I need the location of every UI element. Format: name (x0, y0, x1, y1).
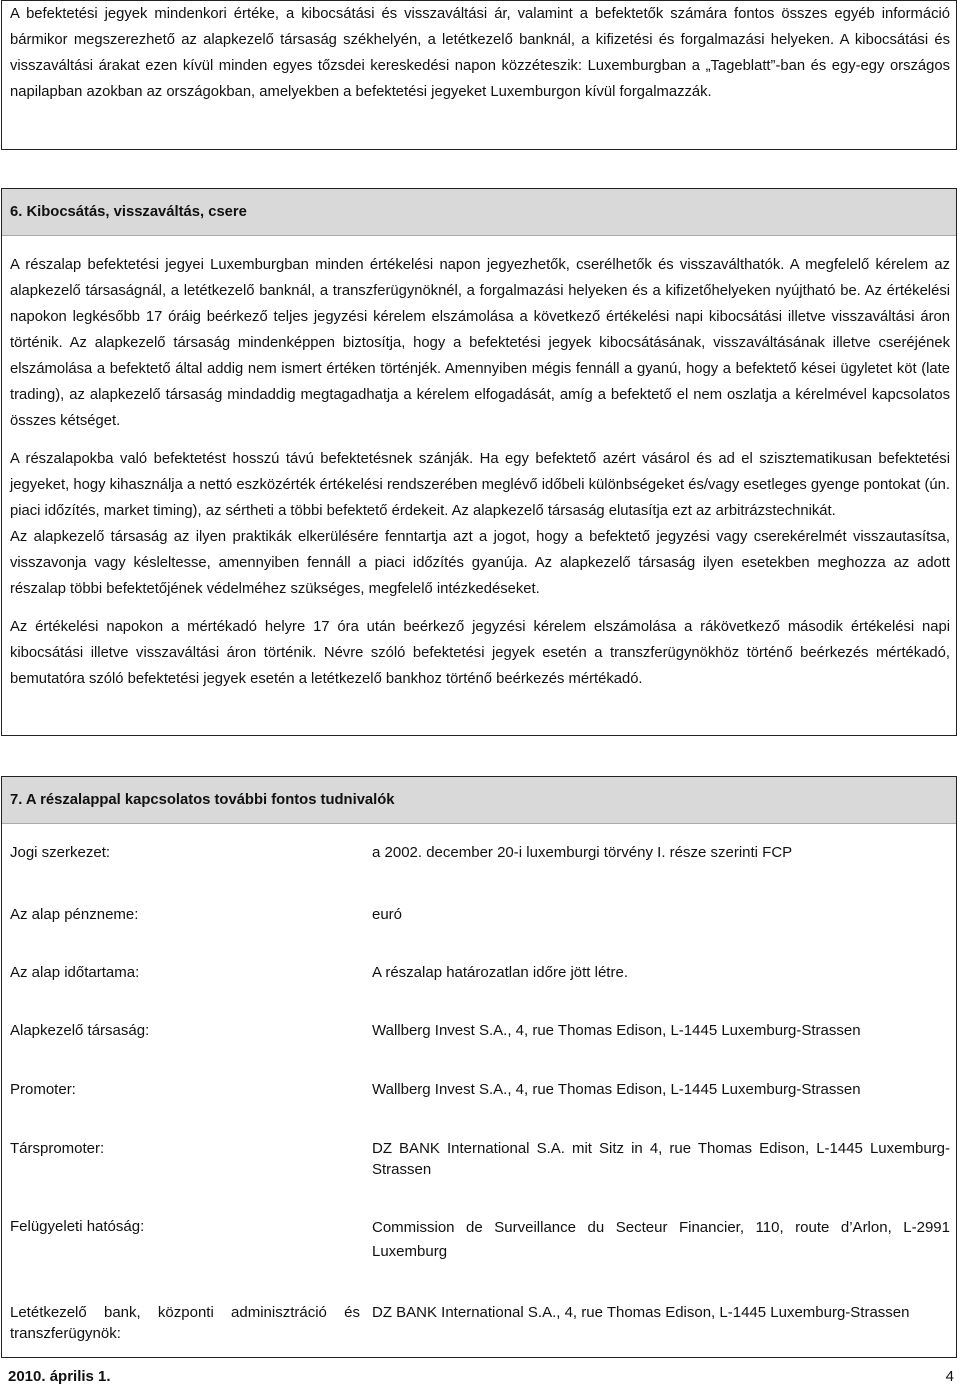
row-label: Promoter: (10, 1081, 76, 1098)
table-row (2, 1200, 956, 1286)
row-label: Az alap időtartama: (10, 964, 140, 981)
page-number: 4 (945, 1368, 954, 1385)
table-row (2, 1122, 956, 1200)
table-row (2, 888, 956, 946)
row-label: Alapkezelő társaság: (10, 1022, 150, 1039)
section5-tail-box (1, 0, 957, 150)
row-label: Az alap pénzneme: (10, 906, 139, 923)
fund-info-table (2, 824, 956, 1346)
section7-heading: 7. A részalappal kapcsolatos további fontos tudnivalók (2, 777, 956, 824)
section6-paragraph-3: Az alapkezelő társaság az ilyen praktikák elkerülésére fenntartja azt a jogot, hogy a befektető jegyzési vagy cserekérelmét visszautasítsa, visszavonja vagy késleltesse, amennyiben fennáll a piaci időzítés gyanúja. Az alapkezelő társaság ilyen esetekben meghozza az adott részalap többi befektetőjének védelméhez szükséges, megfelelő intézkedéseket. (10, 529, 950, 597)
row-label: Felügyeleti hatóság: (10, 1218, 145, 1235)
row-value: euró (372, 906, 403, 923)
row-label: Társpromoter: (10, 1140, 105, 1157)
table-row (2, 946, 956, 1004)
row-label: Letétkezelő bank, központi adminisztráció és transzferügynök: (10, 1304, 360, 1342)
footer-date: 2010. április 1. (8, 1368, 111, 1385)
row-value: Wallberg Invest S.A., 4, rue Thomas Edison, L-1445 Luxemburg-Strassen (372, 1022, 861, 1039)
table-row (2, 1063, 956, 1122)
section6-heading: 6. Kibocsátás, visszaváltás, csere (2, 189, 956, 236)
row-value: DZ BANK International S.A. mit Sitz in 4, rue Thomas Edison, L-1445 Luxemburg-Strassen (372, 1140, 950, 1178)
table-row (2, 824, 956, 888)
section6-paragraph-2: A részalapokba való befektetést hosszú távú befektetésnek szánják. Ha egy befektető azért vásárol és ad el szisztematikusan befektetési jegyeket, hogy kihasználja a nettó eszközérték értékelési rendszerében meglévő időbeli különbségeket és/vagy esetleges gyenge pontokat (ún. piaci időzítés, market timing), az sértheti a többi befektető érdekeit. Az alapkezelő társaság elutasítja ezt az arbitrázstechnikát. (10, 451, 950, 519)
row-value: Wallberg Invest S.A., 4, rue Thomas Edison, L-1445 Luxemburg-Strassen (372, 1081, 861, 1098)
row-value: DZ BANK International S.A., 4, rue Thomas Edison, L-1445 Luxemburg-Strassen (372, 1304, 910, 1321)
section6-paragraph-4: Az értékelési napokon a mértékadó helyre 17 óra után beérkező jegyzési kérelem elszámolása a rákövetkező második értékelési napi kibocsátási illetve visszaváltási áron történik. Névre szóló befektetési jegyek esetén a transzferügynökhöz történő beérkezés mértékadó, bemutatóra szóló befektetési jegyek esetén a letétkezelő bankhoz történő beérkezés mértékadó. (10, 619, 950, 687)
row-value: A részalap határozatlan időre jött létre. (372, 964, 628, 981)
section6-paragraph-1: A részalap befektetési jegyei Luxemburgban minden értékelési napon jegyezhetők, cserélhetők és visszaválthatók. A megfelelő kérelem az alapkezelő társaságnál, a letétkezelő banknál, a transzferügynöknél, a forgalmazási helyeken és a kifizetőhelyeken nyújtható be. Az értékelési napokon legkésőbb 17 óráig beérkező teljes jegyzési kérelem elszámolása a következő értékelési napi kibocsátási illetve visszaváltási áron történik. Az alapkezelő társaság mindenképpen biztosítja, hogy a befektetési jegyek kibocsátásának, visszaváltásának illetve cseréjének elszámolása a befektető által addig nem ismert értéken történjék. Amennyiben mégis fennáll a gyanú, hogy a befektető kései ügyletet köt (late trading), az alapkezelő társaság mindaddig megtagadhatja a kérelem elfogadását, amíg a befektető el nem oszlatja a kérelmével kapcsolatos összes kétséget. (10, 257, 950, 429)
row-label: Jogi szerkezet: (10, 844, 111, 861)
section5-tail-paragraph: A befektetési jegyek mindenkori értéke, a kibocsátási és visszaváltási ár, valamint a befektetők számára fontos összes egyéb információ bármikor megszerezhető az alapkezelő társaság székhelyén, a letétkezelő banknál, a kifizetési és forgalmazási helyeken. A kibocsátási és visszaváltási árakat ezen kívül minden egyes tőzsdei kereskedési napon közzéteszik: Luxemburgban a „Tageblatt”-ban és egy-egy országos napilapban azokban az országokban, amelyekben a befektetési jegyeket Luxemburgon kívül forgalmazzák. (10, 6, 950, 100)
row-value: Commission de Surveillance du Secteur Financier, 110, route d’Arlon, L-2991 Luxemburg (372, 1219, 950, 1260)
page-footer (8, 1368, 954, 1388)
row-value: a 2002. december 20-i luxemburgi törvény I. része szerinti FCP (372, 844, 793, 861)
section6-box (1, 188, 957, 736)
section7-box (1, 776, 957, 1358)
table-row (2, 1004, 956, 1063)
table-row (2, 1286, 956, 1346)
